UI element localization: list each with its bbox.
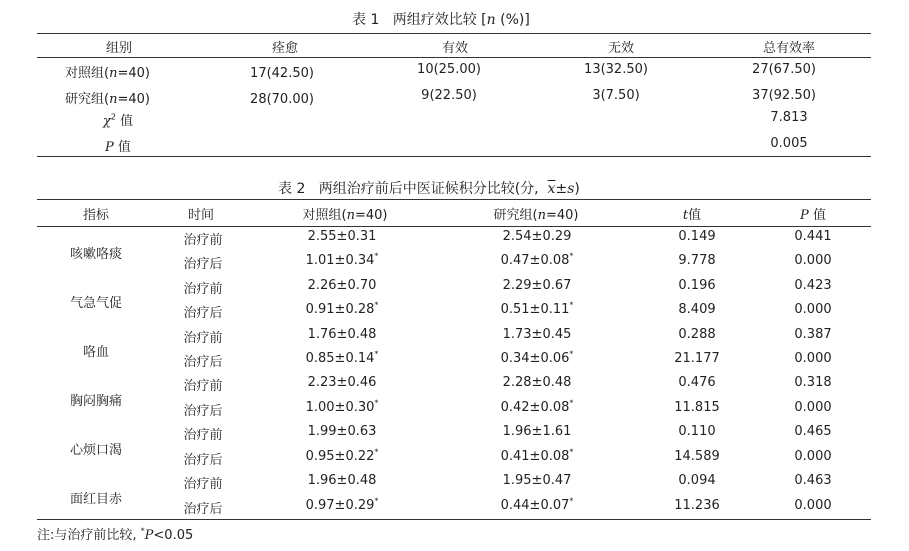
table2-header-t: t值 bbox=[682, 208, 702, 223]
table2-study bbox=[503, 327, 572, 342]
table2-study-value: 2.54±0.29 bbox=[502, 229, 572, 244]
table2-control bbox=[306, 400, 379, 415]
table2-p-value: 0.000 bbox=[794, 449, 832, 464]
table2-study bbox=[503, 473, 572, 488]
table1-cell: 10(25.00) bbox=[417, 62, 481, 77]
table1-title-bracket-close: ] bbox=[524, 12, 530, 28]
table2-control-value: 1.01±0.34 bbox=[305, 253, 375, 268]
table2-control-value: 2.55±0.31 bbox=[307, 229, 377, 244]
table2-control bbox=[308, 278, 377, 293]
table2-control bbox=[308, 473, 377, 488]
table1-cell: 13(32.50) bbox=[584, 62, 648, 77]
table1-p-value: 0.005 bbox=[770, 136, 808, 151]
table2-control bbox=[306, 351, 379, 366]
table2-study-value: 0.42±0.08 bbox=[500, 400, 570, 415]
table1-row-control-label: 对照组(n=40) bbox=[65, 66, 150, 81]
significance-star: * bbox=[374, 300, 379, 310]
table2-control bbox=[308, 375, 377, 390]
table2-study-value: 0.51±0.11 bbox=[500, 302, 570, 317]
table2-indicator: 胸闷胸痛 bbox=[69, 394, 123, 409]
table2-control-value: 0.95±0.22 bbox=[305, 449, 375, 464]
table2-t-value: 9.778 bbox=[678, 253, 716, 268]
table2-note: 注:与治疗前比较, *P<0.05 bbox=[37, 526, 194, 543]
table2-study bbox=[501, 498, 574, 513]
table1-row-study-label: 研究组(n=40) bbox=[65, 92, 150, 107]
table2-t-value: 14.589 bbox=[674, 449, 720, 464]
significance-star: * bbox=[569, 300, 574, 310]
significance-star: * bbox=[569, 349, 574, 359]
table2-control bbox=[308, 327, 377, 342]
significance-star: * bbox=[569, 447, 574, 457]
table1-bottom-rule bbox=[37, 156, 871, 157]
table2-p-value: 0.441 bbox=[794, 229, 832, 244]
significance-star: * bbox=[374, 447, 379, 457]
table2-control-value: 1.00±0.30 bbox=[305, 400, 375, 415]
table2-control-value: 1.96±0.48 bbox=[307, 473, 377, 488]
table2-indicator: 气急气促 bbox=[69, 296, 123, 311]
table2-p-value: 0.000 bbox=[794, 351, 832, 366]
table1-header-ineffective: 无效 bbox=[607, 41, 635, 56]
table1-title bbox=[352, 9, 530, 29]
table2-study bbox=[501, 302, 574, 317]
table1-cell: 9(22.50) bbox=[421, 88, 477, 103]
table2-study-value: 0.44±0.07 bbox=[500, 498, 570, 513]
table2-control-value: 1.99±0.63 bbox=[307, 424, 377, 439]
table2-study bbox=[503, 229, 572, 244]
significance-star: * bbox=[374, 496, 379, 506]
significance-star: * bbox=[374, 349, 379, 359]
table2-study-value: 2.29±0.67 bbox=[502, 278, 572, 293]
table1-title-bracket-open: [ bbox=[481, 12, 487, 28]
table1-cell: 3(7.50) bbox=[592, 88, 640, 103]
table2-study-value: 0.41±0.08 bbox=[500, 449, 570, 464]
table1-header-cured: 痊愈 bbox=[271, 41, 299, 56]
table2-study-value: 1.96±1.61 bbox=[502, 424, 572, 439]
table2-header-study: 研究组(n=40) bbox=[493, 208, 579, 223]
table2-header-rule bbox=[37, 226, 871, 227]
table1-cell: 27(67.50) bbox=[752, 62, 816, 77]
table2-study bbox=[501, 400, 574, 415]
table2-header-control: 对照组(n=40) bbox=[302, 208, 388, 223]
table2-p-value: 0.000 bbox=[794, 400, 832, 415]
table2-p-value: 0.000 bbox=[794, 302, 832, 317]
table2-indicator: 咯血 bbox=[82, 345, 110, 360]
table2-time: 治疗前 bbox=[183, 282, 223, 297]
table2-control-value: 2.26±0.70 bbox=[307, 278, 377, 293]
table2-header-indicator: 指标 bbox=[82, 208, 110, 223]
table2-indicator: 咳嗽咯痰 bbox=[69, 247, 123, 262]
table2-study-value: 2.28±0.48 bbox=[502, 375, 572, 390]
table2-t-value: 0.288 bbox=[678, 327, 716, 342]
table2-t-value: 0.196 bbox=[678, 278, 716, 293]
table2-p-value: 0.318 bbox=[794, 375, 832, 390]
table1-title-pct: (%) bbox=[500, 12, 525, 28]
table2-t-value: 21.177 bbox=[674, 351, 720, 366]
table2-control bbox=[306, 253, 379, 268]
table2-control-value: 1.76±0.48 bbox=[307, 327, 377, 342]
table2-p-value: 0.000 bbox=[794, 498, 832, 513]
table2-study bbox=[501, 449, 574, 464]
table2-study-value: 0.47±0.08 bbox=[500, 253, 570, 268]
table2-t-value: 8.409 bbox=[678, 302, 716, 317]
table1-cell: 37(92.50) bbox=[752, 88, 816, 103]
table2-indicator: 面红目赤 bbox=[69, 492, 123, 507]
table1-chi-label: $\chi^2$ 值 bbox=[103, 112, 134, 129]
table2-study-value: 0.34±0.06 bbox=[500, 351, 570, 366]
table2-study bbox=[503, 424, 572, 439]
table2-t-value: 0.094 bbox=[678, 473, 716, 488]
significance-star: * bbox=[569, 251, 574, 261]
table2-study bbox=[503, 375, 572, 390]
table1-cell: 17(42.50) bbox=[250, 66, 314, 81]
table2-p-value: 0.423 bbox=[794, 278, 832, 293]
table1-title-n: n bbox=[486, 12, 496, 28]
table2-study bbox=[501, 253, 574, 268]
table1-header-group: 组别 bbox=[105, 41, 133, 56]
table2-time: 治疗后 bbox=[183, 306, 223, 321]
table2-study-value: 1.73±0.45 bbox=[502, 327, 572, 342]
table1-header-effective: 有效 bbox=[441, 41, 469, 56]
table1-title-prefix: 表 1 bbox=[352, 12, 380, 28]
table2-control-value: 0.97±0.29 bbox=[305, 498, 375, 513]
table2-control bbox=[306, 449, 379, 464]
table2-t-value: 0.110 bbox=[678, 424, 716, 439]
table1-header-rule bbox=[37, 57, 871, 58]
table2-study bbox=[501, 351, 574, 366]
table2-control bbox=[306, 498, 379, 513]
table2-time: 治疗前 bbox=[183, 477, 223, 492]
significance-star: * bbox=[374, 251, 379, 261]
table1-title-main: 两组疗效比较 bbox=[392, 12, 477, 28]
table1-top-rule bbox=[37, 33, 871, 34]
table2-control-value: 0.91±0.28 bbox=[305, 302, 375, 317]
table2-time: 治疗后 bbox=[183, 453, 223, 468]
table2-control-value: 0.85±0.14 bbox=[305, 351, 375, 366]
significance-star: * bbox=[569, 398, 574, 408]
table2-control-value: 2.23±0.46 bbox=[307, 375, 377, 390]
table2-t-value: 0.149 bbox=[678, 229, 716, 244]
significance-star: * bbox=[374, 398, 379, 408]
table2-time: 治疗前 bbox=[183, 233, 223, 248]
table1-cell: 28(70.00) bbox=[250, 92, 314, 107]
table2-p-value: 0.000 bbox=[794, 253, 832, 268]
table2-time: 治疗前 bbox=[183, 331, 223, 346]
table2-top-rule bbox=[37, 199, 871, 200]
table1-header-total-rate: 总有效率 bbox=[762, 41, 816, 56]
table2-title: 表 2 两组治疗前后中医证候积分比较(分, $\overline{x}\pm s$) bbox=[278, 181, 580, 197]
table2-header-time: 时间 bbox=[187, 208, 215, 223]
table2-time: 治疗后 bbox=[183, 257, 223, 272]
table2-t-value: 11.236 bbox=[674, 498, 720, 513]
table2-header-p: P 值 bbox=[800, 208, 826, 223]
table2-control bbox=[308, 229, 377, 244]
table2-p-value: 0.465 bbox=[794, 424, 832, 439]
table2-t-value: 0.476 bbox=[678, 375, 716, 390]
table2-control bbox=[308, 424, 377, 439]
table2-p-value: 0.387 bbox=[794, 327, 832, 342]
table2-time: 治疗前 bbox=[183, 428, 223, 443]
table2-study-value: 1.95±0.47 bbox=[502, 473, 572, 488]
table2-control bbox=[306, 302, 379, 317]
table2-time: 治疗后 bbox=[183, 355, 223, 370]
table2-bottom-rule bbox=[37, 519, 871, 520]
table2-t-value: 11.815 bbox=[674, 400, 720, 415]
table1-chi-value: 7.813 bbox=[770, 110, 808, 125]
significance-star: * bbox=[569, 496, 574, 506]
table2-p-value: 0.463 bbox=[794, 473, 832, 488]
table2-study bbox=[503, 278, 572, 293]
mean-symbol: $\overline{x}$ bbox=[547, 181, 556, 197]
table2-time: 治疗前 bbox=[183, 379, 223, 394]
table2-indicator: 心烦口渴 bbox=[69, 443, 123, 458]
table2-time: 治疗后 bbox=[183, 502, 223, 517]
table1-p-label: P 值 bbox=[105, 140, 131, 155]
table2-time: 治疗后 bbox=[183, 404, 223, 419]
